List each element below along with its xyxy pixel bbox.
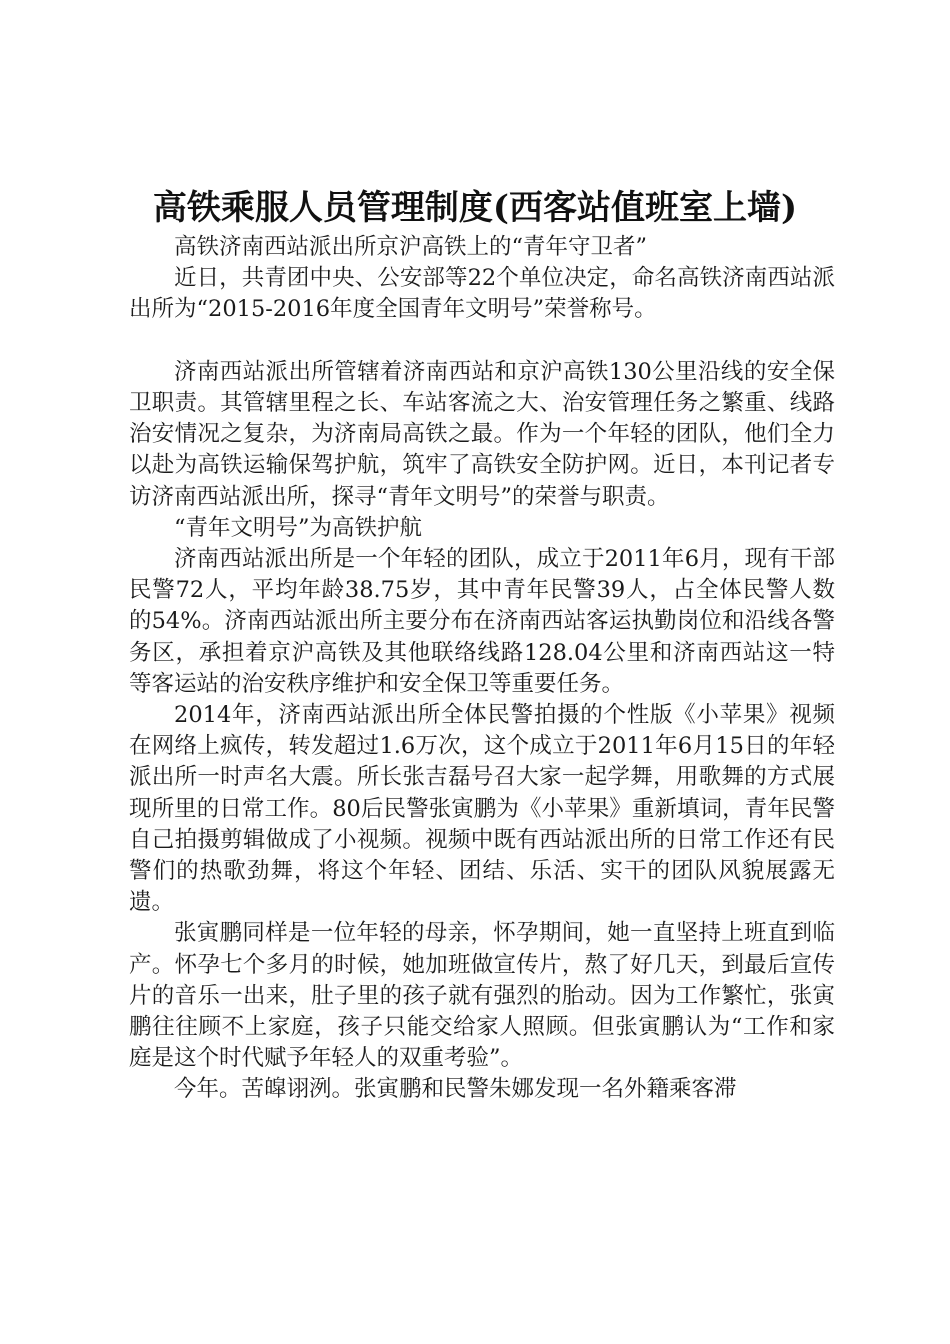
document-body: [129, 232, 835, 1106]
paragraph-this-year: 今年。苦皡诩洌。张寅鹏和民警朱娜发现一名外籍乘客滞: [174, 1076, 737, 1103]
paragraph-subtitle: 高铁济南西站派出所京沪高铁上的“青年守卫者”: [174, 234, 648, 260]
paragraph-team-profile: 济南西站派出所是一个年轻的团队，成立于2011年6月，现有干部民警72人，平均年龄38.75岁，其中青年民警39人，占全体民警人数的54%。济南西站派出所主要分布在济南西站客运执勤岗位和沿线各警务区，承担着京沪高铁及其他联络线路128.04公里和济南西站这一特等客运站的治安秩序维护和安全保卫等重要任务。: [129, 546, 835, 697]
paragraph-announcement: 近日，共青团中央、公安部等22个单位决定，命名高铁济南西站派出所为“2015-2016年度全国青年文明号”荣誉称号。: [129, 265, 835, 323]
paragraph-section-heading: “青年文明号”为高铁护航: [174, 514, 423, 541]
paragraph-zhang-yinpeng: 张寅鹏同样是一位年轻的母亲，怀孕期间，她一直坚持上班直到临产。怀孕七个多月的时候，她加班做宣传片，熬了好几天，到最后宣传片的音乐一出来，肚子里的孩子就有强烈的胎动。因为工作繁忙，张寅鹏往往顾不上家庭，孩子只能交给家人照顾。但张寅鹏认为“工作和家庭是这个时代赋予年轻人的双重考验”。: [129, 920, 835, 1072]
paragraph-jurisdiction: 济南西站派出所管辖着济南西站和京沪高铁130公里沿线的安全保卫职责。其管辖里程之长、车站客流之大、治安管理任务之繁重、线路治安情况之复杂，为济南局高铁之最。作为一个年轻的团队，他们全力以赴为高铁运输保驾护航，筑牢了高铁安全防护网。近日，本刊记者专访济南西站派出所，探寻“青年文明号”的荣誉与职责。: [129, 358, 835, 510]
document-title: 高铁乘服人员管理制度(西客站值班室上墙): [152, 188, 798, 228]
paragraph-video: 2014年，济南西站派出所全体民警拍摄的个性版《小苹果》视频在网络上疯传，转发超过1.6万次，这个成立于2011年6月15日的年轻派出所一时声名大震。所长张吉磊号召大家一起学舞，用歌舞的方式展现所里的日常工作。80后民警张寅鹏为《小苹果》重新填词，青年民警自己拍摄剪辑做成了小视频。视频中既有西站派出所的日常工作还有民警们的热歌劲舞，将这个年轻、团结、乐活、实干的团队风貌展露无遗。: [129, 702, 835, 916]
